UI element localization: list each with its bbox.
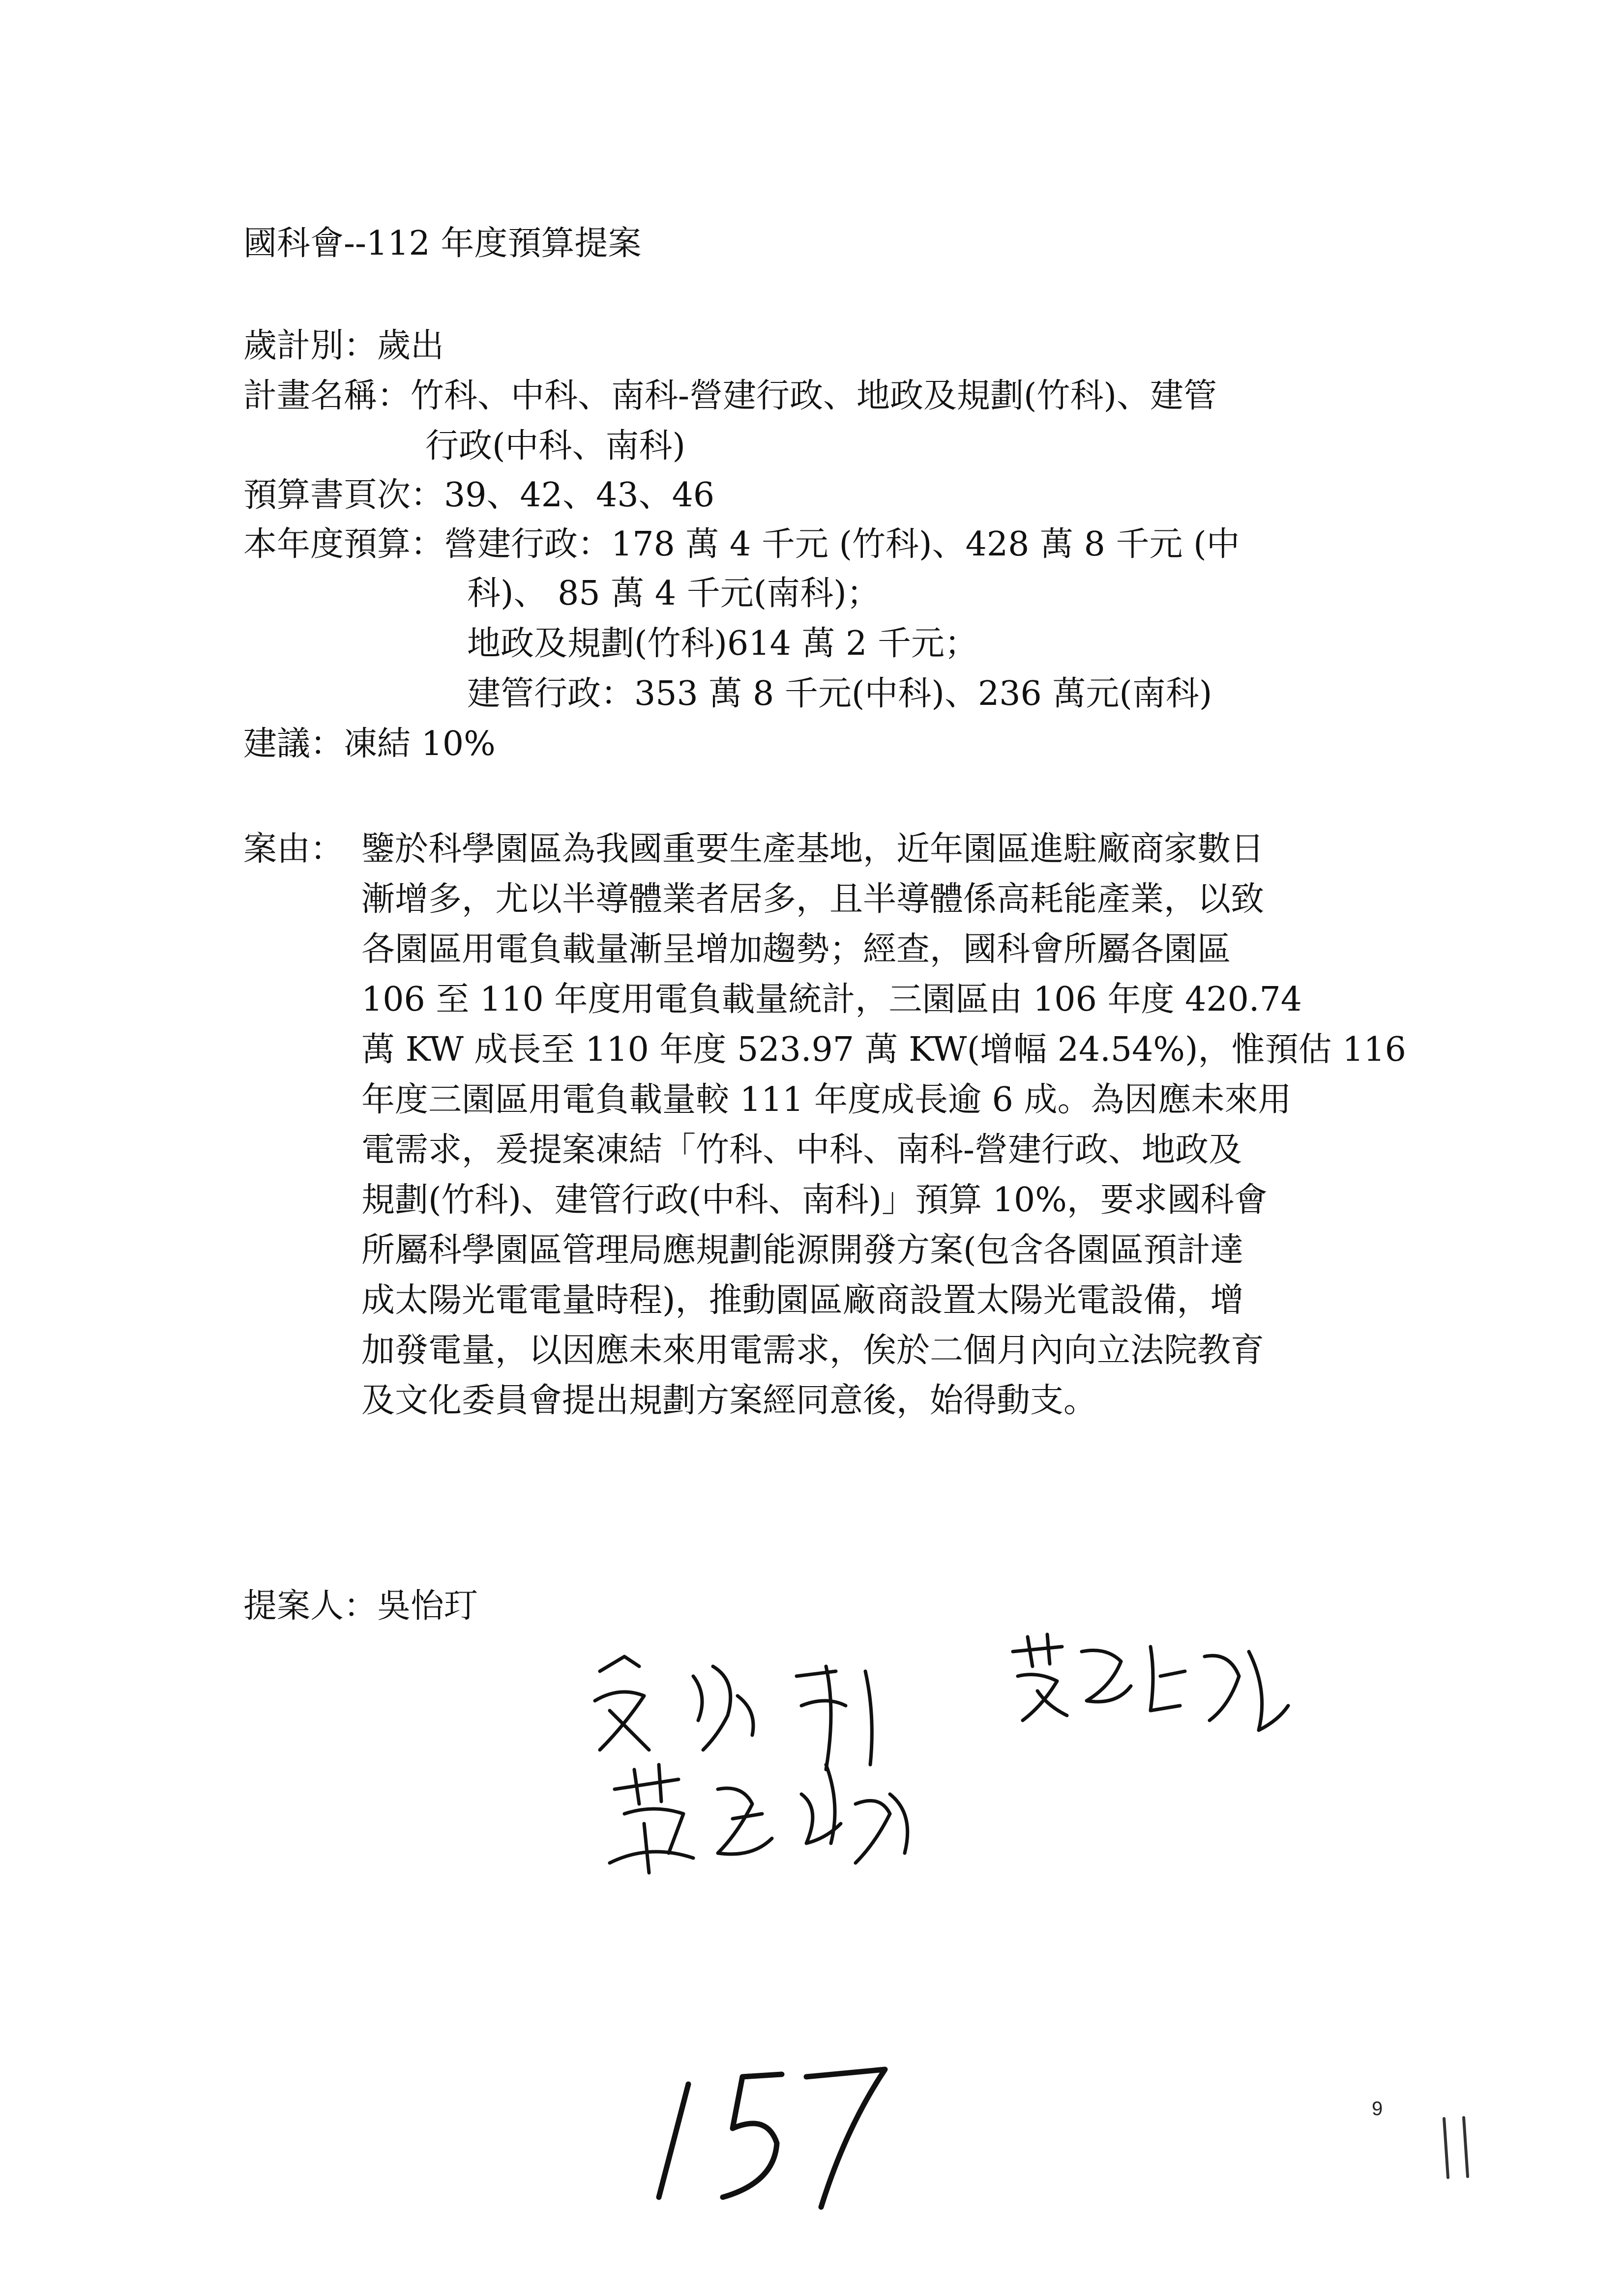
field-budget-pages: [243, 472, 714, 519]
reason-line: 漸增多，尤以半導體業者居多，且半導體係高耗能產業，以致: [361, 880, 1265, 919]
field-current-budget: [243, 521, 1240, 568]
document-title: 國科會--112 年度預算提案: [243, 224, 642, 263]
reason-line: 年度三園區用電負載量較 111 年度成長逾 6 成。為因應未來用: [361, 1080, 1292, 1119]
handwritten-page-number: [649, 2055, 905, 2217]
field-plan-name: [243, 373, 1217, 420]
reason-line: 電需求，爰提案凍結「竹科、中科、南科-營建行政、地政及: [361, 1131, 1242, 1169]
proposer: [243, 1583, 477, 1630]
page-number: 9: [1372, 2098, 1383, 2120]
proposer-name: 吳怡玎: [377, 1587, 478, 1626]
field-label: 歲計別：: [243, 326, 378, 365]
field-label: 本年度預算：: [243, 525, 444, 564]
reason-line: 鑒於科學園區為我國重要生產基地，近年園區進駐廠商家數日: [361, 830, 1265, 869]
reason-line: 規劃(竹科)、建管行政(中科、南科)」預算 10%，要求國科會: [361, 1181, 1268, 1220]
handwritten-right-mark: [1433, 2114, 1482, 2187]
reason-line: 所屬科學園區管理局應規劃能源開發方案(包含各園區預計達: [361, 1231, 1244, 1270]
field-value-line: 建管行政：353 萬 8 千元(中科)、236 萬元(南科): [467, 674, 1212, 713]
reason-label: 案由：: [243, 830, 344, 869]
field-value: 凍結 10%: [344, 725, 496, 763]
reason-line: 萬 KW 成長至 110 年度 523.97 萬 KW(增幅 24.54%)，惟預估 116: [361, 1030, 1406, 1069]
field-recommendation: [243, 721, 496, 768]
field-value-line: 科)、 85 萬 4 千元(南科)；: [467, 574, 880, 613]
field-value-line: 行政(中科、南科): [425, 427, 686, 465]
reason-line: 成太陽光電電量時程)，推動園區廠商設置太陽光電設備，增: [361, 1281, 1244, 1320]
field-value: 歲出: [377, 326, 444, 365]
reason-line: 及文化委員會提出規劃方案經同意後，始得動支。: [361, 1381, 1097, 1420]
reason-line: 106 至 110 年度用電負載量統計，三園區由 106 年度 420.74: [361, 980, 1302, 1019]
field-value-line: 竹科、中科、南科-營建行政、地政及規劃(竹科)、建管: [411, 377, 1217, 415]
reason-line: 各園區用電負載量漸呈增加趨勢；經查，國科會所屬各園區: [361, 930, 1231, 969]
reason-line: 加發電量，以因應未來用電需求，俟於二個月內向立法院教育: [361, 1331, 1265, 1370]
field-value-line: 營建行政：178 萬 4 千元 (竹科)、428 萬 8 千元 (中: [444, 525, 1240, 564]
signature-3-icon: [595, 1745, 988, 1892]
field-value: 39、42、43、46: [444, 476, 715, 515]
field-label: 建議：: [243, 725, 344, 763]
field-label: 計畫名稱：: [243, 377, 411, 415]
proposer-label: 提案人：: [243, 1587, 378, 1626]
signature-2-icon: [993, 1622, 1337, 1770]
field-fiscal-type: [243, 322, 444, 370]
field-value-line: 地政及規劃(竹科)614 萬 2 千元；: [467, 624, 978, 663]
field-label: 預算書頁次：: [243, 476, 444, 515]
